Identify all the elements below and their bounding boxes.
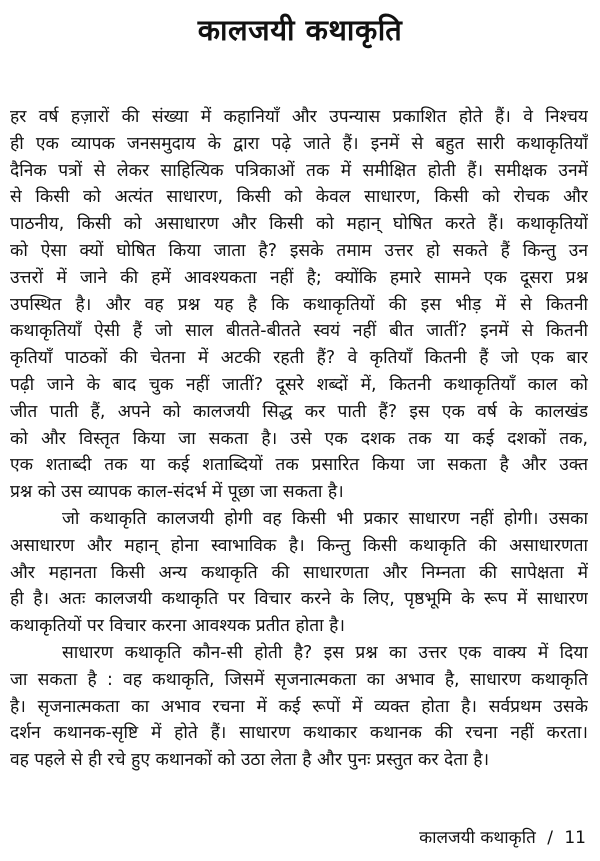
text-line: कथाकृतियाँ ऐसी हैं जो साल बीतते-बीतते स्वयं नहीं बीत जातीं? इनमें से कितनी [10, 321, 588, 342]
text-line: से किसी को अत्यंत साधारण, किसी को केवल साधारण, किसी को रोचक और [10, 187, 588, 208]
text-line: और महानता किसी अन्य कथाकृति की साधारणता और निम्नता की सापेक्षता में [10, 562, 588, 583]
text-line: उत्तरों में जाने की हमें आवश्यकता नहीं है; क्योंकि हमारे सामने एक दूसरा प्रश्न [10, 267, 588, 288]
text-line: जीत पाती हैं, अपने को कालजयी सिद्ध कर पाती हैं? इस एक वर्ष के कालखंड [10, 401, 588, 422]
text-line: ही एक व्यापक जनसमुदाय के द्वारा पढ़े जाते हैं। इनमें से बहुत सारी कथाकृतियाँ [10, 133, 588, 154]
text-line: जा सकता है : वह कथाकृति, जिसमें सृजनात्मकता का अभाव है, साधारण कथाकृति [10, 669, 588, 690]
page-footer [419, 825, 586, 848]
text-line: को ऐसा क्यों घोषित किया जाता है? इसके तमाम उत्तर हो सकते हैं किन्तु उन [10, 240, 588, 261]
text-line: कथाकृतियों पर विचार करना आवश्यक प्रतीत होता है। [10, 616, 345, 637]
text-line: है। सृजनात्मकता का अभाव रचना में कई रूपों में व्यक्त होता है। सर्वप्रथम उसके [10, 696, 588, 717]
page-title: कालजयी कथाकृति [197, 13, 403, 47]
text-line: उपस्थित है। और वह प्रश्न यह है कि कथाकृतियों की इस भीड़ में से कितनी [10, 294, 588, 315]
page-number: 11 [564, 828, 586, 848]
text-line: पढ़ी जाने के बाद चुक नहीं जातीं? दूसरे शब्दों में, कितनी कथाकृतियाँ काल को [10, 374, 588, 395]
text-line: दर्शन कथानक-सृष्टि में होते हैं। साधारण कथाकार कथानक की रचना नहीं करता। [10, 723, 588, 744]
paragraph [10, 640, 588, 774]
text-line: ही है। अतः कालजयी कथाकृति पर विचार करने के लिए, पृष्ठभूमि के रूप में साधारण [10, 589, 588, 610]
text-line: वह पहले से ही रचे हुए कथानकों को उठा लेता है और पुनः प्रस्तुत कर देता है। [10, 750, 490, 771]
text-line: हर वर्ष हज़ारों की संख्या में कहानियाँ और उपन्यास प्रकाशित होते हैं। वे निश्चय [10, 107, 588, 127]
text-line: जो कथाकृति कालजयी होगी वह किसी भी प्रकार साधारण नहीं होगी। उसका [62, 508, 588, 529]
text-line: को और विस्तृत किया जा सकता है। उसे एक दशक तक या कई दशकों तक, [10, 428, 588, 449]
text-line: असाधारण और महान् होना स्वाभाविक है। किन्तु किसी कथाकृति की असाधारणता [10, 535, 588, 556]
text-line: प्रश्न को उस व्यापक काल-संदर्भ में पूछा जा सकता है। [10, 482, 344, 503]
text-line: दैनिक पत्रों से लेकर साहित्यिक पत्रिकाओं तक में समीक्षित होती हैं। समीक्षक उनमें [10, 160, 588, 181]
text-line: एक शताब्दी तक या कई शताब्दियों तक प्रसारित किया जा सकता है और उक्त [10, 455, 588, 476]
text-line: साधारण कथाकृति कौन-सी होती है? इस प्रश्न का उत्तर एक वाक्य में दिया [62, 642, 588, 663]
footer-separator: / [547, 828, 553, 848]
text-line: पाठनीय, किसी को असाधारण और किसी को महान् घोषित करते हैं। कथाकृतियों [10, 214, 588, 235]
running-title: कालजयी कथाकृति [419, 828, 536, 848]
body-text [10, 104, 588, 774]
text-line: कृतियाँ पाठकों की चेतना में अटकी रहती हैं? वे कृतियाँ कितनी हैं जो एक बार [10, 348, 588, 369]
paragraph [10, 506, 588, 640]
paragraph [10, 104, 588, 506]
